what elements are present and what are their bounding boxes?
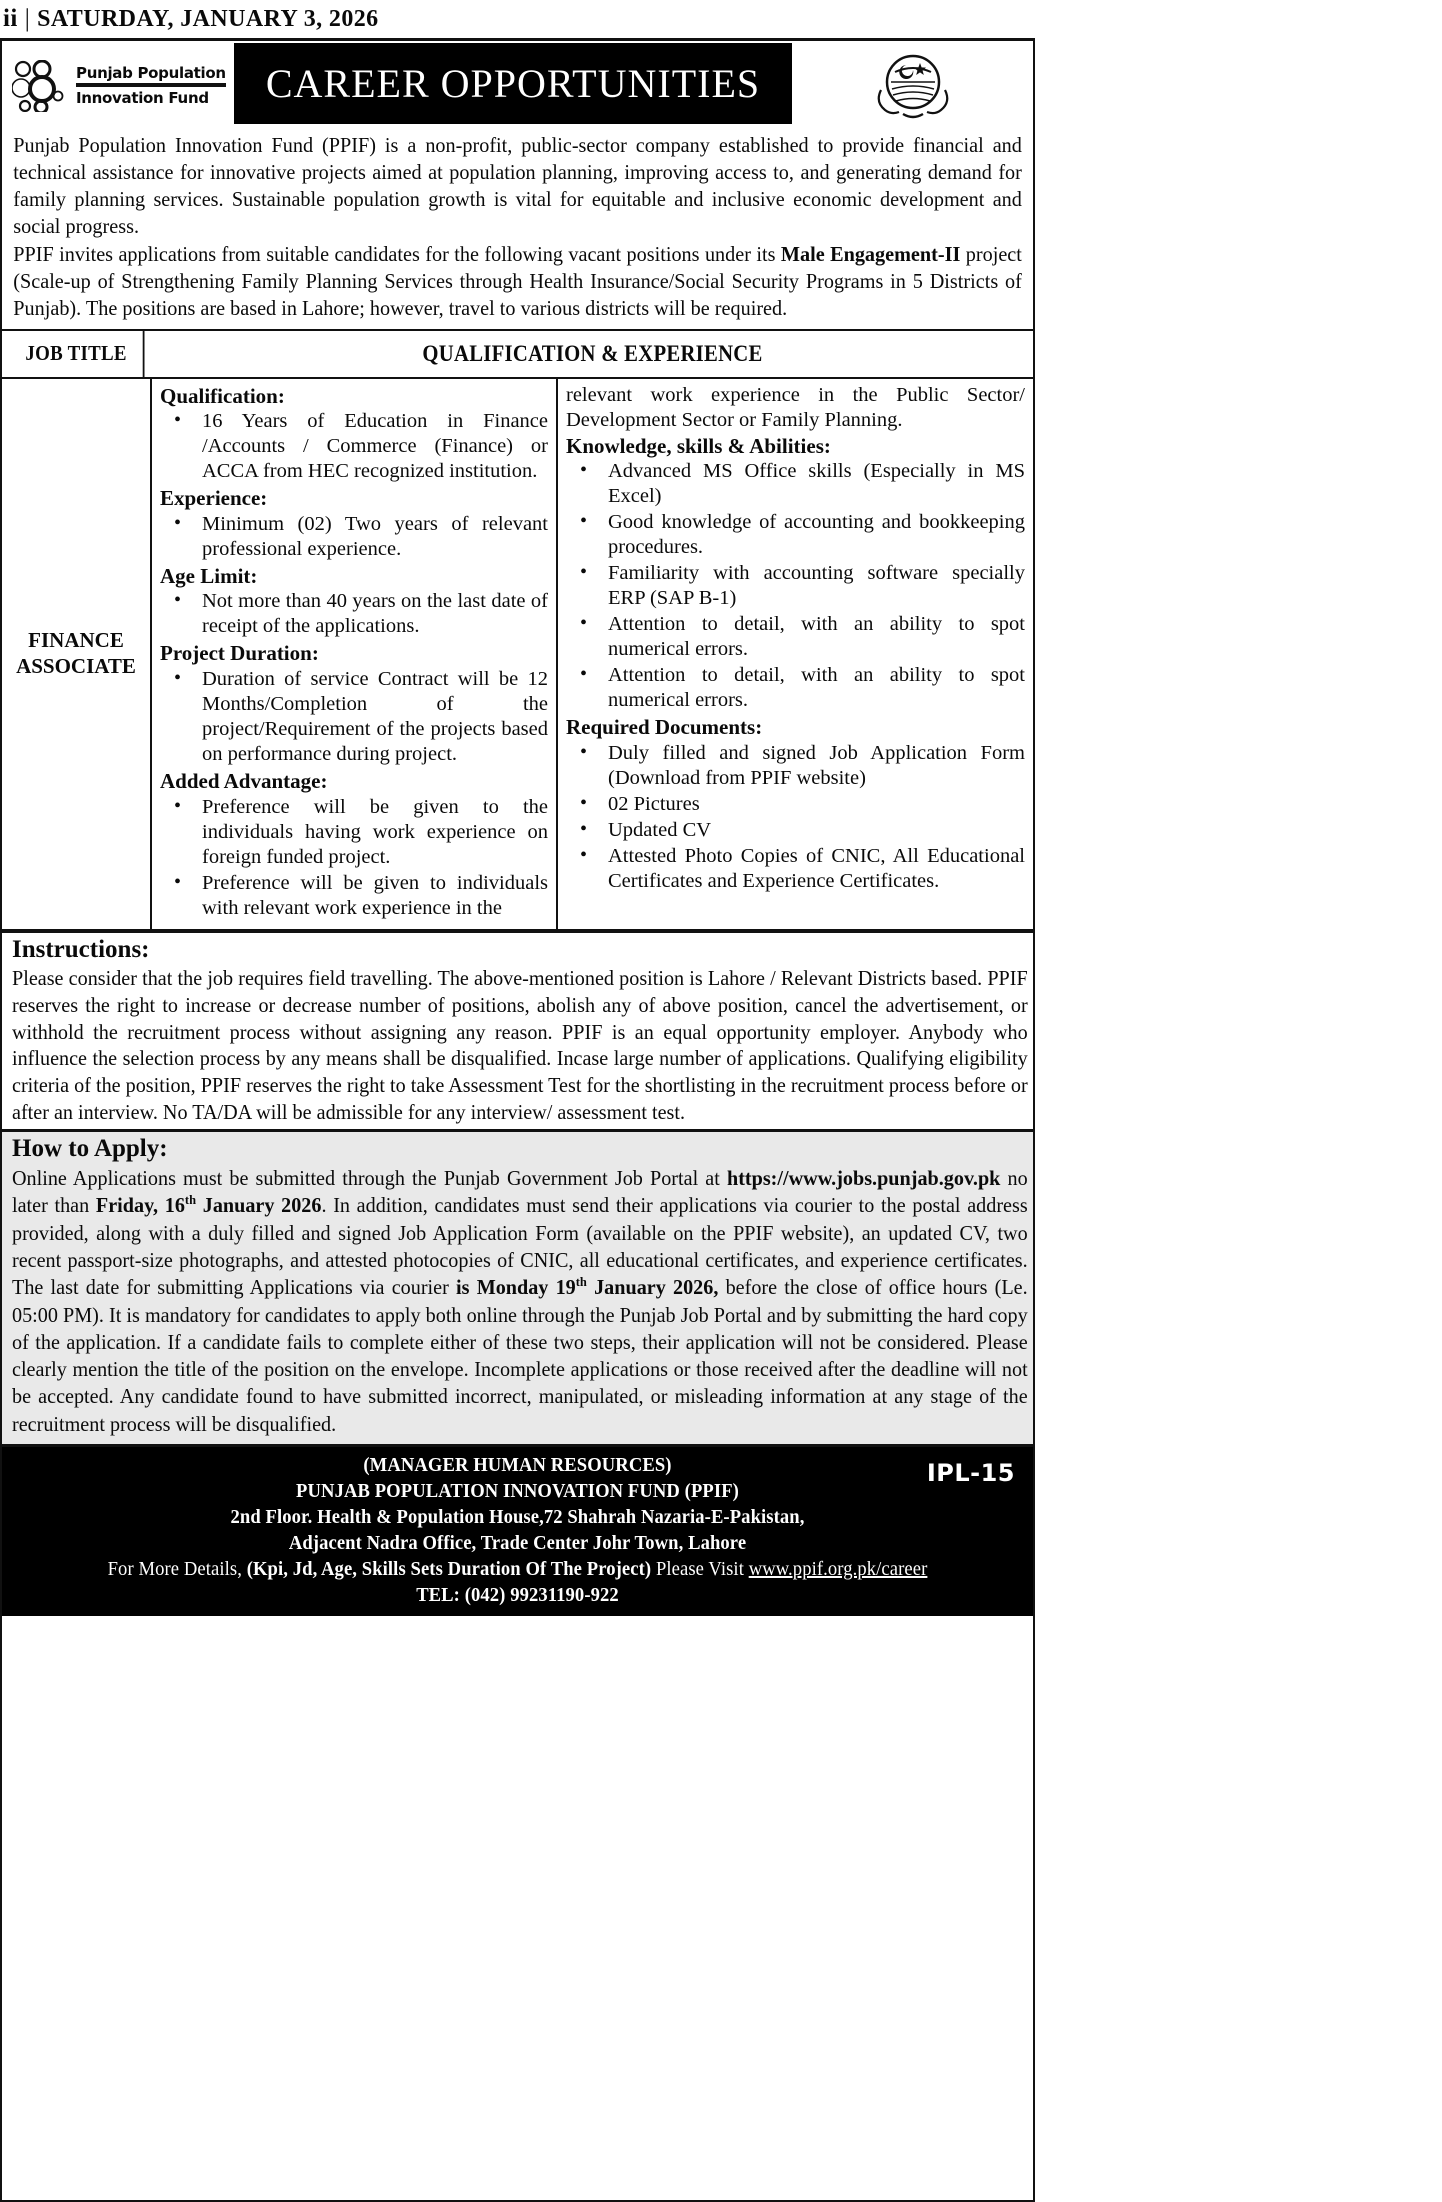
- footer-line-organisation: PUNJAB POPULATION INNOVATION FUND (PPIF): [296, 1480, 739, 1502]
- banner-title: CAREER OPPORTUNITIES: [265, 61, 761, 106]
- ordinal-suffix: th: [575, 1274, 587, 1290]
- ppif-career-url[interactable]: www.ppif.org.pk/career: [748, 1558, 928, 1580]
- instructions-section: [2, 933, 1033, 1133]
- how-to-apply-heading: How to Apply:: [12, 1135, 168, 1163]
- list-experience: [160, 512, 548, 562]
- ppif-bubbles-icon: [12, 60, 70, 112]
- list-item: • Attention to detail, with an ability to spot numerical errors.: [566, 663, 1025, 713]
- apply-text-4: before the close of office hours (Le. 05:00 PM). It is mandatory for candidates to apply both online through the Punjab Job Portal and by submitting the hard copy of the application. If a candidate fails to complete either of these two steps, their application will not be considered. Please clearly mention the title of the position on the envelope. Incomplete applications or those received after the deadline will not be accepted. Any candidate found to have submitted incorrect, manipulated, or misleading information at any stage of the recruitment process will be disqualified.: [12, 1275, 1028, 1436]
- positions-table: [2, 329, 1033, 933]
- masthead-separator: |: [24, 5, 31, 32]
- intro-p2-part1: PPIF invites applications from suitable candidates for the following vacant positions under its: [13, 242, 781, 267]
- page-right-margin: [1035, 0, 1442, 2202]
- cell-qualification-left: [152, 379, 558, 929]
- page-folio: ii: [3, 5, 18, 32]
- list-item: • Good knowledge of accounting and bookkeeping procedures.: [566, 510, 1025, 560]
- punjab-government-crest-icon: [873, 50, 953, 122]
- table-row: [2, 379, 1033, 931]
- more-details-prefix: For More Details,: [107, 1558, 247, 1580]
- job-advertisement: [0, 41, 1035, 2202]
- list-item: • Updated CV: [566, 818, 1025, 843]
- subheading-project-duration: Project Duration:: [160, 641, 319, 666]
- list-required-documents: [566, 741, 1025, 894]
- intro-text: [2, 130, 1031, 323]
- online-deadline-rest: January 2026: [196, 1193, 322, 1218]
- masthead: [0, 0, 1035, 38]
- list-qualification: [160, 409, 548, 484]
- list-item: • Attention to detail, with an ability to spot numerical errors.: [566, 612, 1025, 662]
- apply-text-2: no later than: [12, 1166, 1028, 1218]
- more-details-topics: (Kpi, Jd, Age, Skills Sets Duration Of The Project): [246, 1558, 652, 1580]
- ad-footer: [2, 1447, 1033, 1616]
- ppif-logo-line2: Innovation Fund: [76, 89, 209, 107]
- subheading-required-documents: Required Documents:: [566, 715, 763, 740]
- instructions-heading: Instructions:: [12, 935, 150, 963]
- courier-deadline-ordinal: [576, 1275, 587, 1299]
- footer-line-more-details: [38, 1556, 997, 1582]
- intro-p2-part2: project (Scale-up of Strengthening Family Planning Services through Health Insurance/Social Security Programs in 5 Districts of Punjab). The positions are based in Lahore; however, travel to various districts will be required.: [13, 242, 1022, 321]
- list-added-advantage: [160, 795, 548, 921]
- ad-header: [2, 41, 1033, 130]
- list-item: • 16 Years of Education in Finance /Accounts / Commerce (Finance) or ACCA from HEC recognized institution.: [160, 409, 548, 484]
- apply-text-3: . In addition, candidates must send their applications via courier to the postal address provided, along with a duly filled and signed Job Application Form (available on the PPIF website), an updated CV, two recent passport-size photographs, and attested photocopies of CNIC, all educational certificates, and experience certificates. The last date for submitting Applications via courier: [12, 1193, 1028, 1300]
- masthead-dateline: SATURDAY, JANUARY 3, 2026: [37, 5, 379, 32]
- online-deadline-day: Friday, 16: [95, 1193, 185, 1218]
- ipl-reference-code: IPL-15: [926, 1459, 1015, 1487]
- subheading-age-limit: Age Limit:: [160, 563, 258, 588]
- punjab-crest-wrap: [792, 41, 1033, 130]
- ppif-logo-words: [76, 65, 226, 106]
- how-to-apply-body: [12, 1165, 1028, 1438]
- footer-line-telephone: TEL: (042) 99231190-922: [416, 1584, 619, 1606]
- ppif-logo: [2, 41, 234, 130]
- ppif-logo-rule: [76, 83, 226, 87]
- apply-text-1: Online Applications must be submitted through the Punjab Government Job Portal at: [12, 1166, 727, 1191]
- list-age-limit: [160, 589, 548, 639]
- courier-deadline-day: is Monday 19: [456, 1275, 576, 1300]
- list-item: • Duration of service Contract will be 12 Months/Completion of the project/Requirement of the projects based on performance during project.: [160, 667, 548, 767]
- list-item: • Preference will be given to the individuals having work experience on foreign funded project.: [160, 795, 548, 870]
- list-item: • Attested Photo Copies of CNIC, All Educational Certificates and Experience Certificates.: [566, 844, 1025, 894]
- table-header-row: [2, 331, 1033, 379]
- list-item: • Not more than 40 years on the last date of receipt of the applications.: [160, 589, 548, 639]
- footer-line-address-2: Adjacent Nadra Office, Trade Center Johr Town, Lahore: [288, 1532, 747, 1554]
- list-item: • Familiarity with accounting software specially ERP (SAP B-1): [566, 561, 1025, 611]
- intro-paragraph-2: [13, 241, 1022, 322]
- column-header-job-title: JOB TITLE: [10, 331, 145, 377]
- project-name: Male Engagement-II: [780, 242, 961, 267]
- column-header-qualification: QUALIFICATION & EXPERIENCE: [422, 340, 763, 366]
- ppif-logo-line1: Punjab Population: [76, 63, 226, 82]
- how-to-apply-section: [2, 1132, 1033, 1447]
- cell-qualification-right: [558, 379, 1033, 929]
- job-portal-url[interactable]: https://www.jobs.punjab.gov.pk: [726, 1166, 1001, 1191]
- list-item: • Preference will be given to individuals with relevant work experience in the: [160, 871, 548, 921]
- list-item: • 02 Pictures: [566, 792, 1025, 817]
- continued-fragment: relevant work experience in the Public Sector/ Development Sector or Family Planning.: [566, 383, 1025, 431]
- online-deadline-ordinal: [185, 1193, 196, 1217]
- subheading-qualification: Qualification:: [160, 383, 285, 408]
- ordinal-suffix: th: [184, 1192, 197, 1208]
- list-item: • Minimum (02) Two years of relevant professional experience.: [160, 512, 548, 562]
- courier-deadline-rest: January 2026,: [586, 1275, 719, 1300]
- cell-job-title: FINANCE ASSOCIATE: [2, 379, 152, 929]
- subheading-added-advantage: Added Advantage:: [160, 768, 328, 793]
- more-details-mid: Please Visit: [651, 1558, 749, 1580]
- instructions-body: Please consider that the job requires field travelling. The above-mentioned position is Lahore / Relevant Districts based. PPIF reserves the right to increase or decrease number of positions, abolish any of above position, cancel the advertisement, or withhold the recruitment process without assigning any reason. PPIF is an equal opportunity employer. Anybody who influence the selection process by any means shall be disqualified. Incase large number of applications. Qualifying eligibility criteria of the position, PPIF reserves the right to take Assessment Test for the shortlisting in the recruitment process before or after an interview. No TA/DA will be admissible for any interview/ assessment test.: [12, 966, 1028, 1124]
- list-item: • Advanced MS Office skills (Especially in MS Excel): [566, 459, 1025, 509]
- intro-paragraph-1: Punjab Population Innovation Fund (PPIF) is a non-profit, public-sector company established to provide financial and technical assistance for innovative projects aimed at population planning, improving access to, and generating demand for family planning services. Sustainable population growth is vital for equitable and inclusive economic development and social progress.: [13, 133, 1022, 239]
- footer-line-address-1: 2nd Floor. Health & Population House,72 Shahrah Nazaria-E-Pakistan,: [230, 1506, 805, 1528]
- footer-line-manager: (MANAGER HUMAN RESOURCES): [363, 1454, 672, 1476]
- career-opportunities-banner: [234, 43, 792, 124]
- list-knowledge-skills: [566, 459, 1025, 713]
- list-item: • Duly filled and signed Job Application Form (Download from PPIF website): [566, 741, 1025, 791]
- subheading-knowledge-skills: Knowledge, skills & Abilities:: [566, 433, 831, 458]
- list-project-duration: [160, 667, 548, 767]
- subheading-experience: Experience:: [160, 486, 268, 511]
